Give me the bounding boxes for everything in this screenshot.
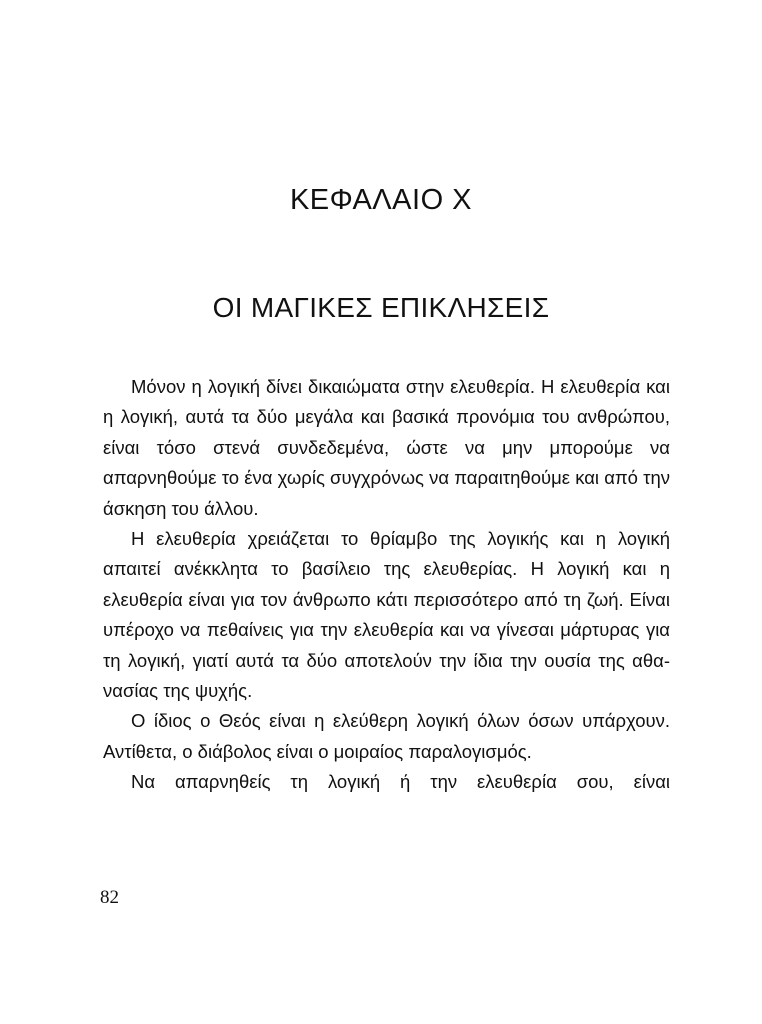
chapter-title: ΟΙ ΜΑΓΙΚΕΣ ΕΠΙΚΛΗΣΕΙΣ (212, 292, 550, 323)
chapter-heading: ΚΕΦΑΛΑΙΟ X (289, 184, 473, 216)
paragraph: Ο ίδιος ο Θεός είναι η ελεύθερη λογική όλων όσων υπάρχουν. Αντίθετα, ο διάβολος είναι ο μοιραίος παραλογισμός. (103, 710, 670, 762)
paragraph: Να απαρνηθείς τη λογική ή την ελευθερία σου, είναι (131, 771, 670, 793)
body-text (103, 372, 670, 798)
paragraph: Μόνον η λογική δίνει δικαιώματα στην ελευθερία. Η ελευθερία και η λογική, αυτά τα δύο μεγάλα και βασικά προνόμια του ανθρώπου, είναι τόσο στενά συνδεδεμένα, ώστε να μην μπορούμε να απαρνηθούμε το ένα χωρίς συγχρόνως να παραιτηθούμε και από την άσκηση του άλλου. (103, 376, 670, 519)
page-number: 82 (100, 887, 119, 908)
paragraph: Η ελευθερία χρειάζεται το θρίαμβο της λογικής και η λογική απαιτεί ανέκκλητα το βασίλειο της ελευθερίας. Η λογική και η ελευθερία είναι για τον άνθρωπο κάτι περισσότερο από τη ζωή. Είναι υπέροχο να πεθαίνεις για την ελευθερία και να γίνεσαι μάρτυρας για τη λογική, γιατί αυτά τα δύο αποτελούν την ίδια την ουσία της αθανασίας της ψυχής. (103, 528, 670, 702)
